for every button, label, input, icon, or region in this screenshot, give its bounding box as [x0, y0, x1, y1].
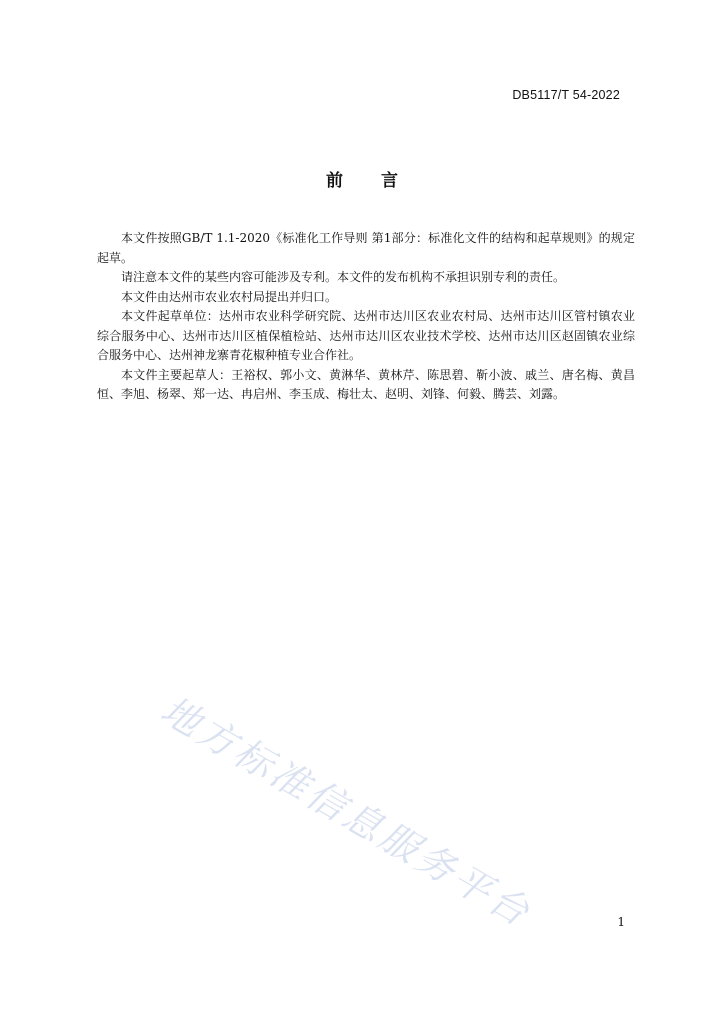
body-text: [97, 229, 635, 405]
section-title: 前言: [326, 171, 436, 191]
paragraph-drafting-units: 本文件起草单位：达州市农业科学研究院、达州市达川区农业农村局、达州市达川区管村镇农业综合服务中心、达州市达川区植保植检站、达州市达川区农业技术学校、达州市达川区赵固镇农业综合服务中心、达州神龙寨青花椒种植专业合作社。: [97, 309, 635, 362]
paragraph-main-drafters: 本文件主要起草人：王裕权、郭小文、黄淋华、黄林芹、陈思碧、靳小波、戚兰、唐名梅、黄昌恒、李旭、杨翠、郑一达、冉启州、李玉成、梅壮太、赵明、刘锋、何毅、腾芸、刘露。: [97, 367, 635, 401]
paragraph-proposer: 本文件由达州市农业农村局提出并归口。: [121, 289, 338, 304]
document-code: DB5117/T 54-2022: [512, 88, 620, 102]
paragraph-drafting-rules: 本文件按照GB/T 1.1-2020《标准化工作导则 第1部分：标准化文件的结构和起草规则》的规定起草。: [97, 231, 635, 265]
page-number: 1: [617, 915, 625, 929]
paragraph-patent-notice: 请注意本文件的某些内容可能涉及专利。本文件的发布机构不承担识别专利的责任。: [121, 270, 566, 284]
watermark: 地方标准信息服务平台: [153, 687, 540, 936]
